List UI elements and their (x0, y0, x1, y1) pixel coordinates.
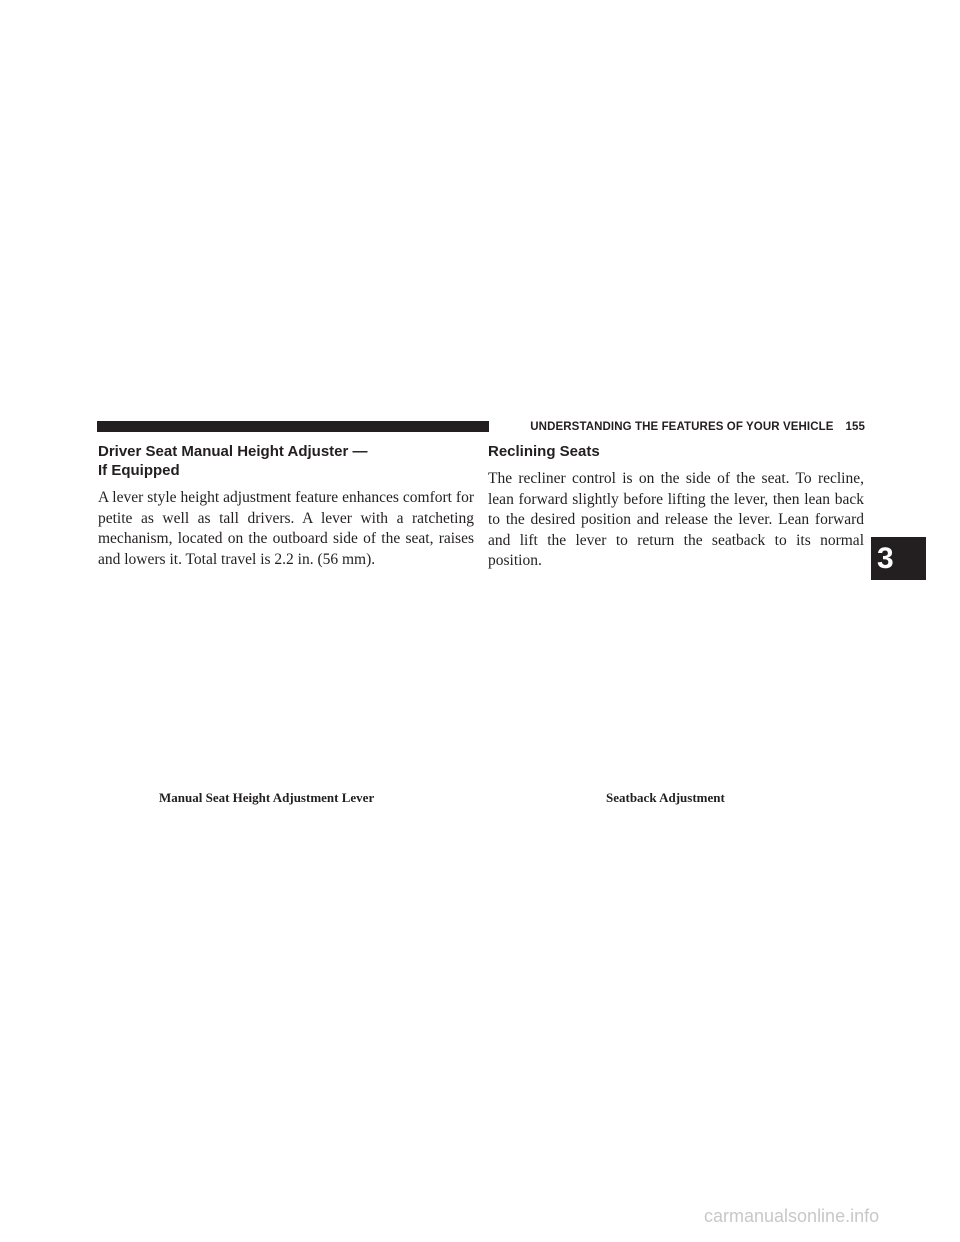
reclining-seats-paragraph: The recliner control is on the side of the seat. To recline, lean forward slightly before lifting the lever, then lean back to the desired position and release the lever. Lean forward and lift the lever to return the seatback to its normal position. (488, 470, 864, 569)
chapter-number: 3 (877, 541, 894, 575)
watermark: carmanualsonline.info (704, 1206, 880, 1226)
header-rule (97, 421, 489, 432)
section-heading-reclining-seats: Reclining Seats (488, 443, 600, 460)
heading-line-1: Driver Seat Manual Height Adjuster — (98, 443, 368, 460)
section-heading-height-adjuster (98, 442, 368, 480)
page-number: 155 (845, 421, 865, 433)
running-header (498, 419, 865, 435)
heading-line-2: If Equipped (98, 462, 180, 479)
chapter-tab (871, 537, 926, 580)
figure-caption-seatback: Seatback Adjustment (606, 790, 725, 805)
figure-caption-height-lever: Manual Seat Height Adjustment Lever (159, 790, 375, 805)
height-adjuster-paragraph: A lever style height adjustment feature enhances comfort for petite as well as tall drivers. A lever with a ratcheting mechanism, located on the outboard side of the seat, raises and lowers it. Total travel is 2.2 in. (56 mm). (98, 489, 474, 568)
section-title: UNDERSTANDING THE FEATURES OF YOUR VEHICLE (530, 421, 834, 433)
